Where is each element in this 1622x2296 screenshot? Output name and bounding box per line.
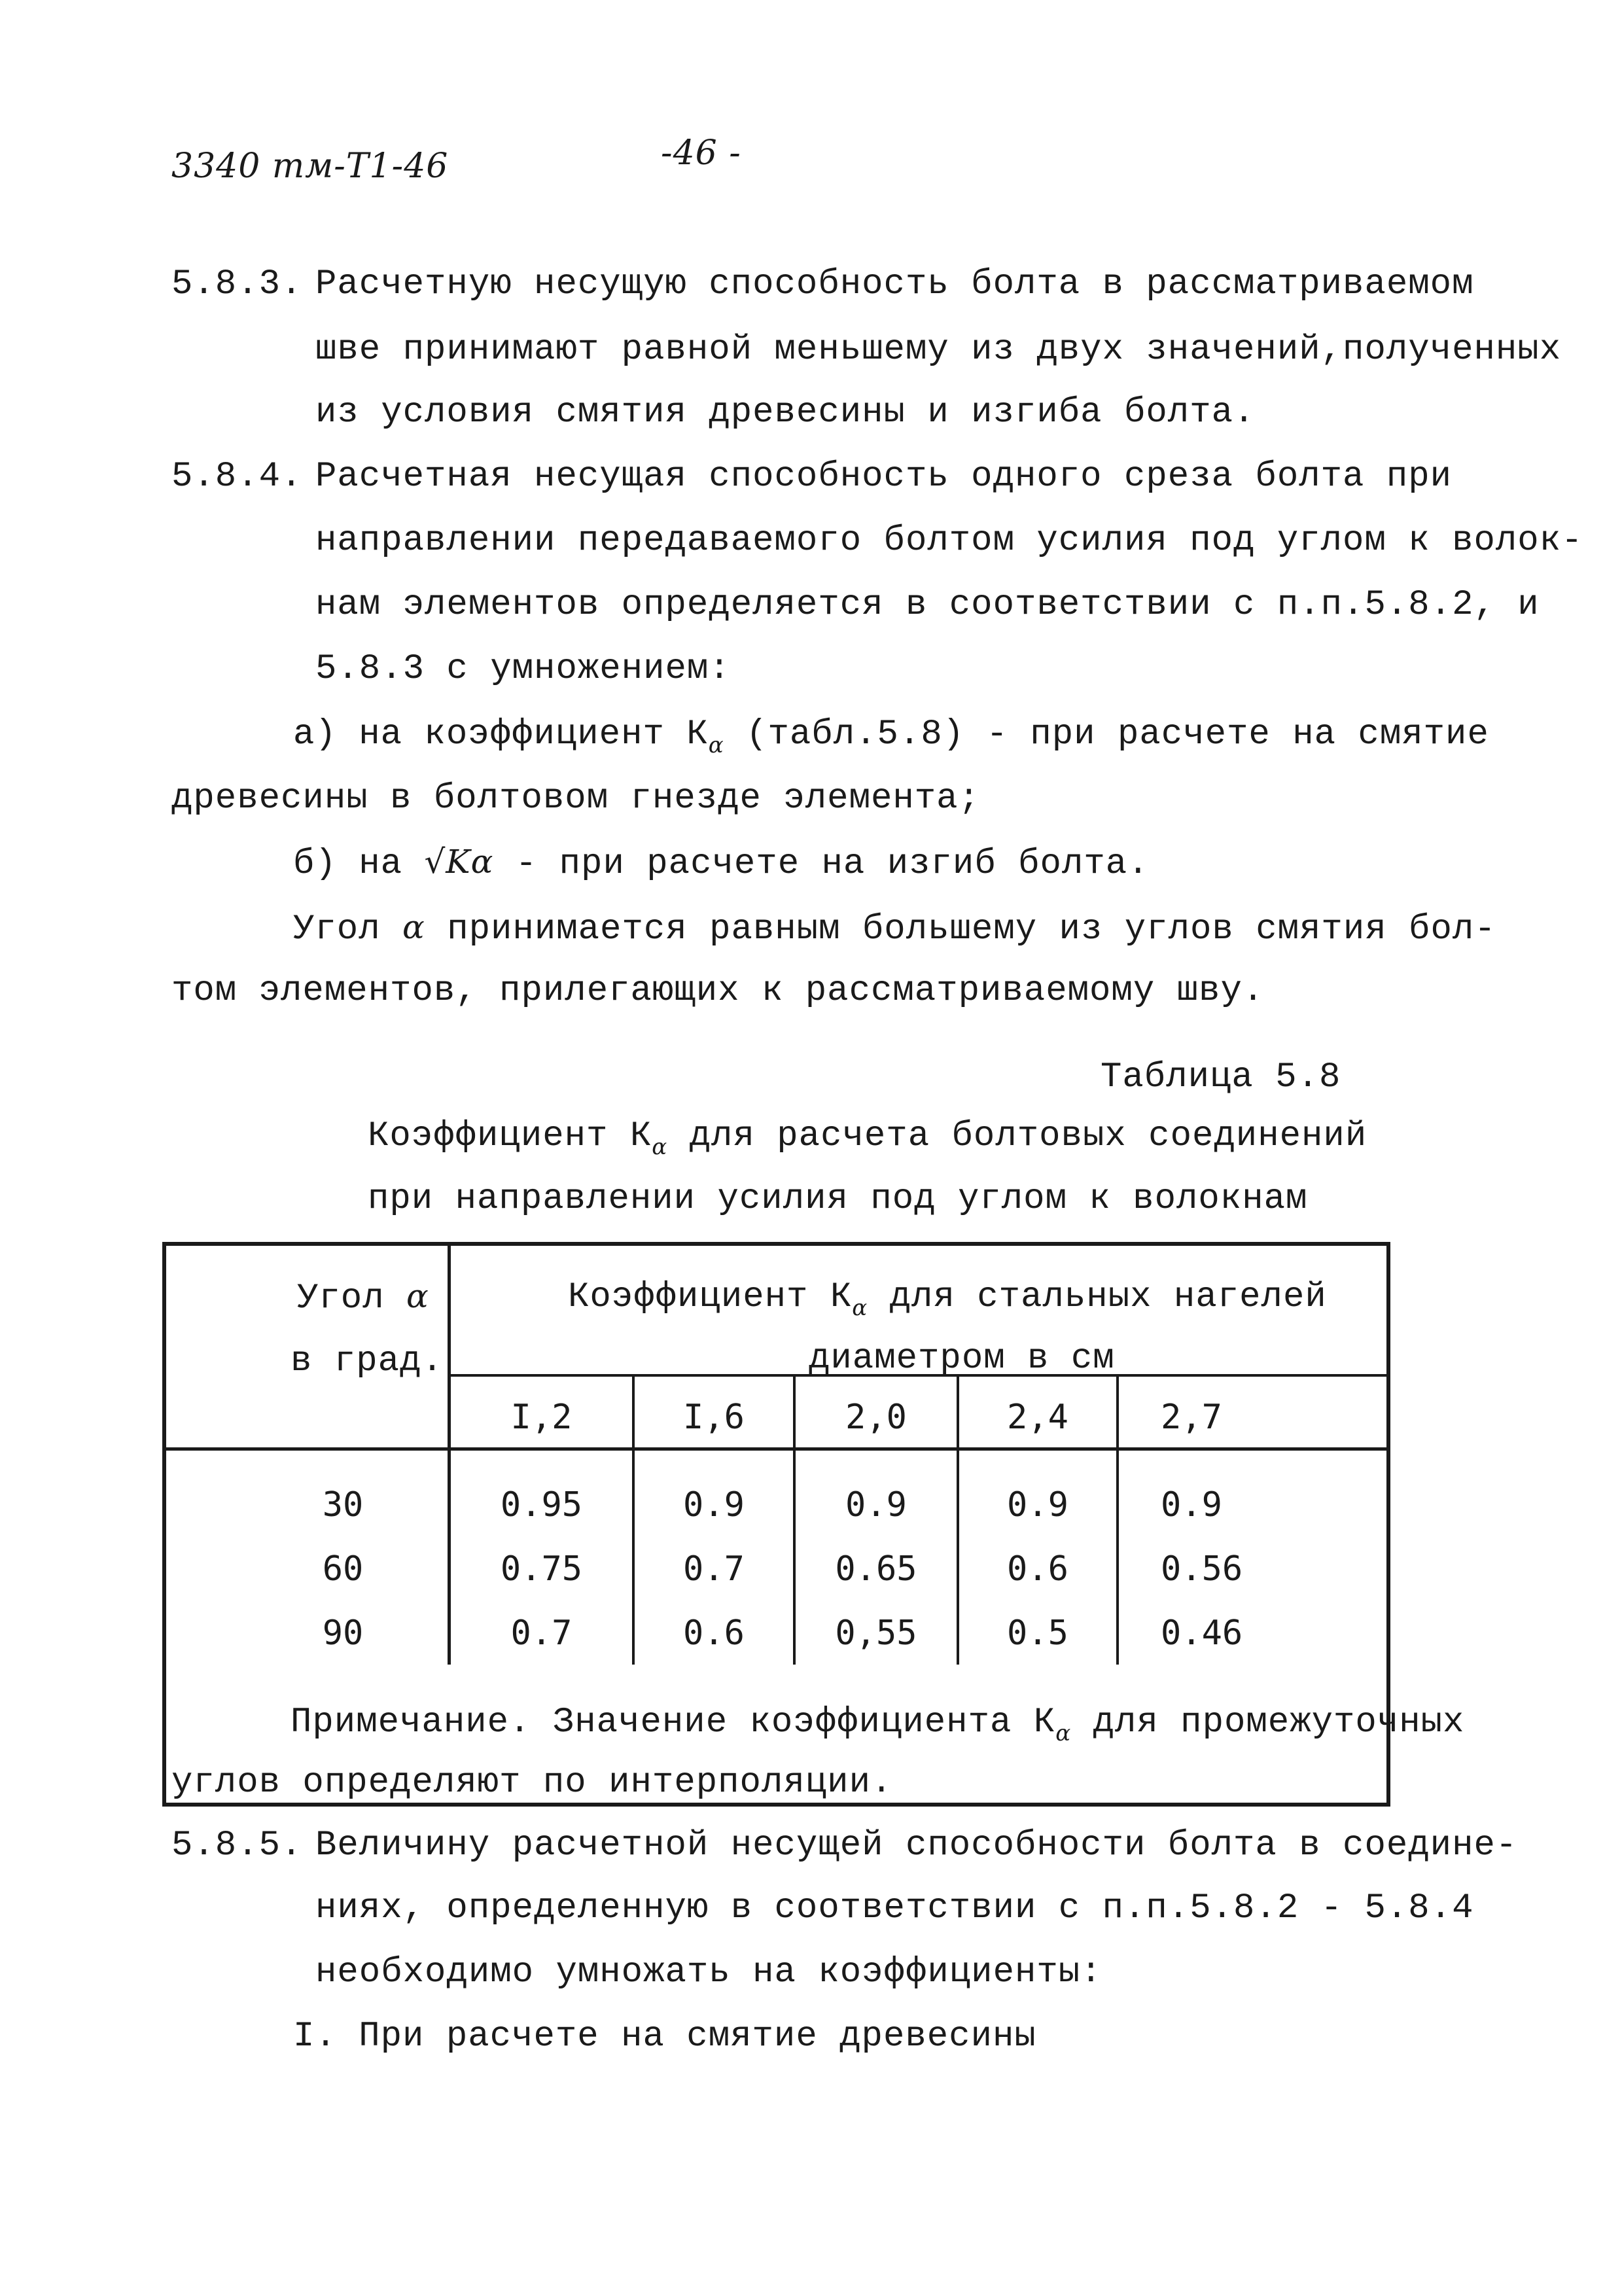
angle-value-60: 60 <box>322 1549 364 1589</box>
diameter-header-4: 2,4 <box>1007 1398 1068 1437</box>
caption-alpha-subscript: α <box>652 1134 668 1160</box>
diameter-header-5: 2,7 <box>1161 1398 1222 1437</box>
table-cell: 0.7 <box>510 1614 573 1653</box>
item-a-line-2: древесины в болтовом гнезде элемента; <box>171 779 980 819</box>
angle-value-30: 30 <box>322 1485 364 1525</box>
table-note-line-1 <box>291 1703 1465 1746</box>
table-cell: 0.9 <box>1161 1485 1222 1525</box>
section-number-5-8-3: 5.8.3. <box>171 264 303 304</box>
group-header-line-1 <box>568 1277 1327 1321</box>
paragraph-5-8-3-line-1: Расчетную несущую способность болта в рассматриваемом <box>315 264 1474 304</box>
paragraph-5-8-5-line-2: ниях, определенную в соответствии с п.п.5.8.2 - 5.8.4 <box>315 1888 1474 1928</box>
item-a-prefix: а) на коэффициент К <box>293 715 709 754</box>
angle-header-line-1 <box>297 1277 429 1318</box>
table-label: Таблица 5.8 <box>1101 1057 1341 1097</box>
angle-prefix: Угол <box>293 910 403 949</box>
table-cell: 0.5 <box>1007 1614 1068 1653</box>
table-note-line-2: углов определяют по интерполяции. <box>171 1763 893 1803</box>
note-suffix: для промежуточных <box>1071 1703 1465 1742</box>
paragraph-5-8-4-line-2: направлении передаваемого болтом усилия под углом к волок- <box>315 521 1583 561</box>
table-cell: 0,55 <box>835 1614 917 1653</box>
section-number-5-8-5: 5.8.5. <box>171 1826 303 1865</box>
angle-header-alpha-icon: α <box>406 1277 429 1315</box>
table-cell: 0.65 <box>835 1549 917 1589</box>
diameter-header-2: I,6 <box>683 1398 745 1437</box>
table-cell: 0.9 <box>845 1485 907 1525</box>
paragraph-5-8-5-line-4: I. При расчете на смятие древесины <box>293 2017 1036 2057</box>
paragraph-5-8-5-line-3: необходимо умножать на коэффициенты: <box>315 1952 1102 1992</box>
table-cell: 0.46 <box>1161 1614 1243 1653</box>
paragraph-5-8-4-line-3: нам элементов определяется в соответствии с п.п.5.8.2, и <box>315 585 1540 625</box>
table-cell: 0.6 <box>683 1614 745 1653</box>
paragraph-5-8-5-line-1: Величину расчетной несущей способности болта в соедине- <box>315 1826 1518 1865</box>
table-caption-line-2: при направлении усилия под углом к волокнам <box>368 1179 1308 1219</box>
table-cell: 0.75 <box>500 1549 583 1589</box>
coefficient-table <box>162 1242 1465 1807</box>
angle-header-prefix: Угол <box>297 1279 407 1318</box>
angle-suffix: принимается равным большему из углов смятия бол- <box>425 910 1496 949</box>
angle-line-1 <box>293 908 1496 949</box>
table-cell: 0.7 <box>683 1549 745 1589</box>
item-b-line <box>293 845 1150 882</box>
item-b-prefix: б) на <box>293 844 425 884</box>
paragraph-5-8-3-line-2: шве принимают равной меньшему из двух значений,полученных <box>315 330 1562 370</box>
page-number: -46 - <box>661 133 741 173</box>
angle-value-90: 90 <box>322 1614 364 1653</box>
document-code: 3340 тм-Т1-46 <box>171 147 449 186</box>
group-header-prefix: Коэффициент К <box>568 1277 853 1317</box>
caption-suffix: для расчета болтовых соединений <box>667 1116 1367 1156</box>
caption-prefix: Коэффициент К <box>368 1116 652 1156</box>
paragraph-5-8-3-line-3: из условия смятия древесины и изгиба болта. <box>315 393 1256 433</box>
diameter-header-3: 2,0 <box>845 1398 907 1437</box>
note-alpha-subscript: α <box>1055 1720 1072 1746</box>
diameter-header-1: I,2 <box>510 1398 573 1437</box>
table-cell: 0.9 <box>1007 1485 1068 1525</box>
angle-line-2: том элементов, прилегающих к рассматриваемому шву. <box>171 971 1265 1011</box>
alpha-subscript: α <box>708 732 724 758</box>
alpha-symbol: α <box>402 908 425 946</box>
group-header-line-2: диаметром в см <box>809 1339 1115 1379</box>
group-header-suffix: для стальных нагелей <box>868 1277 1327 1317</box>
paragraph-5-8-4-line-4: 5.8.3 с умножением: <box>315 649 731 689</box>
group-header-alpha-subscript: α <box>852 1295 868 1321</box>
table-cell: 0.56 <box>1161 1549 1243 1589</box>
sqrt-k-alpha-symbol: √Kα <box>424 843 494 881</box>
item-b-suffix: - при расчете на изгиб болта. <box>493 844 1150 884</box>
table-caption-line-1 <box>368 1116 1367 1160</box>
header-divider <box>166 1447 1386 1451</box>
angle-column-divider <box>448 1246 451 1665</box>
item-a-line-1 <box>293 715 1489 758</box>
paragraph-5-8-4-line-1: Расчетная несущая способность одного среза болта при <box>315 457 1453 497</box>
table-cell: 0.9 <box>683 1485 745 1525</box>
note-prefix: Примечание. Значение коэффициента К <box>291 1703 1056 1742</box>
table-cell: 0.95 <box>500 1485 583 1525</box>
table-cell: 0.6 <box>1007 1549 1068 1589</box>
item-a-suffix: (табл.5.8) - при расчете на смятие <box>724 715 1489 754</box>
angle-header-line-2: в град. <box>291 1341 444 1381</box>
section-number-5-8-4: 5.8.4. <box>171 457 303 497</box>
